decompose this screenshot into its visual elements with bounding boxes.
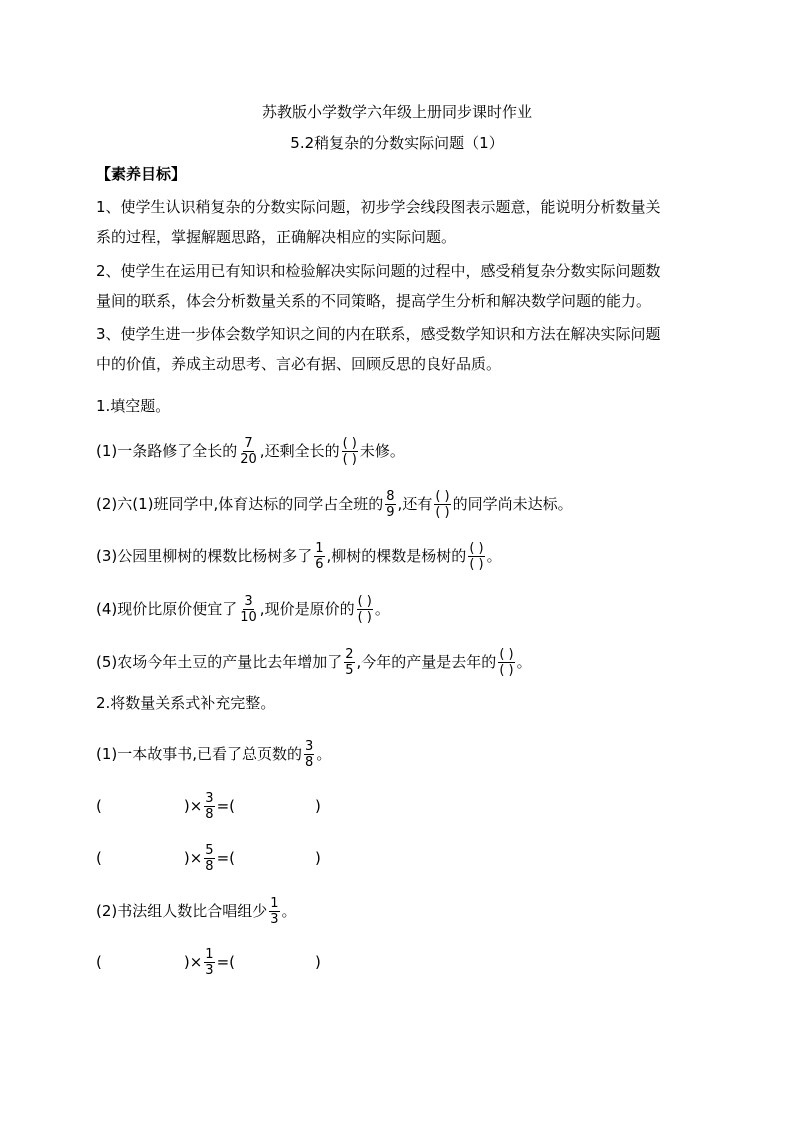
fraction [204, 948, 214, 977]
equals-paren: =( [216, 797, 235, 815]
objective-line: 1、使学生认识稍复杂的分数实际问题，初步学会线段图表示题意，能说明分析数量关 [96, 198, 661, 216]
fraction [269, 897, 279, 926]
q1-item-text: 。 [486, 547, 502, 565]
fraction-denominator: 9 [386, 505, 395, 520]
fraction [239, 595, 258, 624]
q1-item-text: ,今年的产量是去年的 [356, 653, 497, 671]
fraction-numerator: ( ) [469, 541, 484, 556]
times-sign: )× [183, 849, 203, 867]
q1-item-text: 。 [516, 653, 532, 671]
times-sign: )× [183, 797, 203, 815]
q1-item-text: ,现价是原价的 [259, 600, 355, 618]
fraction [204, 844, 214, 873]
paren-close: ) [314, 849, 321, 867]
answer-fraction-blank[interactable] [357, 595, 373, 624]
q1-item-text: 的同学尚未达标。 [452, 495, 573, 513]
q2-equation-2 [96, 844, 321, 873]
question-2-heading: 2.将数量关系式补充完整。 [96, 694, 276, 712]
objective-line: 中的价值，养成主动思考、言必有据、回顾反思的良好品质。 [96, 355, 502, 373]
equals-paren: =( [216, 953, 235, 971]
q1-item-4 [96, 595, 390, 624]
q2-equation-1 [96, 792, 321, 821]
fraction-numerator: 7 [244, 436, 253, 451]
fraction-denominator: 5 [345, 663, 354, 678]
q2-equation-3 [96, 948, 321, 977]
equals-paren: =( [216, 849, 235, 867]
answer-fraction-blank[interactable] [434, 490, 450, 519]
q1-item-text: (2)六(1)班同学中,体育达标的同学占全班的 [96, 495, 384, 513]
fraction-numerator: ( ) [435, 489, 450, 504]
fraction-numerator: ( ) [342, 436, 357, 451]
fraction-denominator: ( ) [499, 663, 514, 678]
paren-open: ( [96, 953, 102, 971]
paren-open: ( [96, 797, 102, 815]
fraction-denominator: 3 [270, 912, 279, 927]
fraction-numerator: 1 [270, 896, 279, 911]
objective-line: 系的过程，掌握解题思路，正确解决相应的实际问题。 [96, 228, 457, 246]
q1-item-text: (3)公园里柳树的棵数比杨树多了 [96, 547, 313, 565]
q1-item-2 [96, 490, 573, 519]
answer-fraction-blank[interactable] [498, 648, 514, 677]
fraction-denominator: 8 [205, 807, 214, 822]
fraction-numerator: ( ) [357, 594, 372, 609]
fraction-denominator: 20 [240, 452, 257, 467]
fraction-denominator: 3 [205, 963, 214, 978]
fraction [204, 792, 214, 821]
times-sign: )× [183, 953, 203, 971]
q1-item-5 [96, 648, 532, 677]
answer-fraction-blank[interactable] [468, 542, 484, 571]
fraction-denominator: ( ) [342, 452, 357, 467]
q2-sub-text: 。 [316, 745, 332, 763]
fraction-numerator: 5 [205, 843, 214, 858]
paren-open: ( [96, 849, 102, 867]
fraction-numerator: 1 [205, 947, 214, 962]
q2-sub-1 [96, 740, 331, 769]
objective-line: 量间的联系，体会分析数量关系的不同策略，提高学生分析和解决数学问题的能力。 [96, 292, 652, 310]
fraction-numerator: 3 [205, 791, 214, 806]
q1-item-text: (5)农场今年土豆的产量比去年增加了 [96, 653, 343, 671]
q1-item-1 [96, 437, 405, 466]
q1-item-text: 。 [374, 600, 390, 618]
q2-sub-text: (1)一本故事书,已看了总页数的 [96, 745, 303, 763]
fraction-numerator: ( ) [499, 647, 514, 662]
q1-item-text: ,柳树的棵数是杨树的 [326, 547, 467, 565]
fraction-denominator: 8 [305, 755, 314, 770]
question-1-heading: 1.填空题。 [96, 397, 171, 415]
fraction-numerator: 8 [386, 489, 395, 504]
fraction-numerator: 1 [315, 541, 324, 556]
q1-item-text: (1)一条路修了全长的 [96, 442, 238, 460]
fraction-numerator: 3 [244, 594, 253, 609]
page-subtitle: 5.2稍复杂的分数实际问题（1） [290, 134, 504, 152]
fraction-denominator: 8 [205, 859, 214, 874]
fraction-numerator: 3 [305, 739, 314, 754]
q2-sub-2 [96, 897, 297, 926]
fraction [314, 542, 324, 571]
q1-item-3 [96, 542, 502, 571]
q1-item-text: (4)现价比原价便宜了 [96, 600, 238, 618]
q2-sub-text: (2)书法组人数比合唱组少 [96, 902, 268, 920]
fraction [344, 648, 354, 677]
fraction [239, 437, 258, 466]
answer-fraction-blank[interactable] [342, 437, 358, 466]
page-title: 苏教版小学数学六年级上册同步课时作业 [261, 103, 532, 121]
fraction [304, 740, 314, 769]
paren-close: ) [314, 953, 321, 971]
paren-close: ) [314, 797, 321, 815]
objective-line: 2、使学生在运用已有知识和检验解决实际问题的过程中，感受稍复杂分数实际问题数 [96, 262, 661, 280]
fraction-denominator: ( ) [469, 557, 484, 572]
fraction-denominator: ( ) [435, 505, 450, 520]
objective-line: 3、使学生进一步体会数学知识之间的内在联系，感受数学知识和方法在解决实际问题 [96, 325, 661, 343]
q1-item-text: ,还剩全长的 [259, 442, 340, 460]
fraction-numerator: 2 [345, 647, 354, 662]
fraction-denominator: ( ) [357, 610, 372, 625]
q1-item-text: 未修。 [359, 442, 405, 460]
fraction-denominator: 6 [315, 557, 324, 572]
q2-sub-text: 。 [281, 902, 297, 920]
fraction [385, 490, 395, 519]
objectives-heading: 【素养目标】 [96, 165, 187, 183]
q1-item-text: ,还有 [397, 495, 433, 513]
fraction-denominator: 10 [240, 610, 257, 625]
